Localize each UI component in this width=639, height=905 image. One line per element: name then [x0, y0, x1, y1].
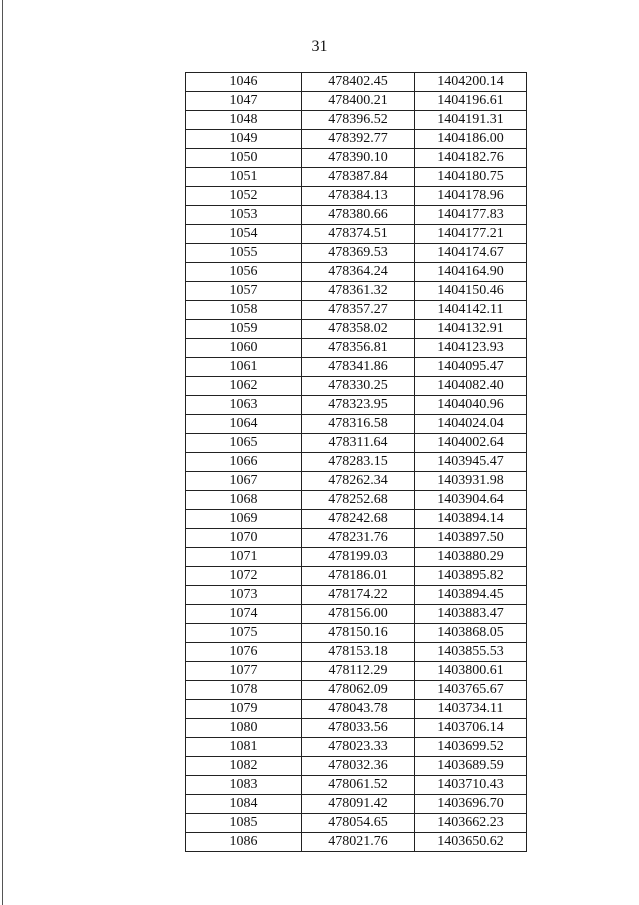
y-coordinate-cell: 1404182.76 — [415, 149, 527, 168]
table-row — [186, 548, 527, 567]
table-row — [186, 662, 527, 681]
y-coordinate-cell: 1404186.00 — [415, 130, 527, 149]
point-number-cell: 1056 — [186, 263, 302, 282]
table-row — [186, 396, 527, 415]
x-coordinate-cell: 478091.42 — [302, 795, 415, 814]
x-coordinate-cell: 478112.29 — [302, 662, 415, 681]
x-coordinate-cell: 478396.52 — [302, 111, 415, 130]
y-coordinate-cell: 1403696.70 — [415, 795, 527, 814]
y-coordinate-cell: 1403650.62 — [415, 833, 527, 852]
point-number-cell: 1048 — [186, 111, 302, 130]
x-coordinate-cell: 478021.76 — [302, 833, 415, 852]
y-coordinate-cell: 1403904.64 — [415, 491, 527, 510]
y-coordinate-cell: 1403897.50 — [415, 529, 527, 548]
x-coordinate-cell: 478043.78 — [302, 700, 415, 719]
x-coordinate-cell: 478374.51 — [302, 225, 415, 244]
point-number-cell: 1080 — [186, 719, 302, 738]
x-coordinate-cell: 478283.15 — [302, 453, 415, 472]
y-coordinate-cell: 1403895.82 — [415, 567, 527, 586]
table-row — [186, 510, 527, 529]
x-coordinate-cell: 478330.25 — [302, 377, 415, 396]
point-number-cell: 1046 — [186, 73, 302, 92]
x-coordinate-cell: 478356.81 — [302, 339, 415, 358]
y-coordinate-cell: 1403894.14 — [415, 510, 527, 529]
table-row — [186, 586, 527, 605]
table-row — [186, 453, 527, 472]
point-number-cell: 1079 — [186, 700, 302, 719]
x-coordinate-cell: 478361.32 — [302, 282, 415, 301]
y-coordinate-cell: 1404040.96 — [415, 396, 527, 415]
point-number-cell: 1064 — [186, 415, 302, 434]
table-row — [186, 491, 527, 510]
point-number-cell: 1068 — [186, 491, 302, 510]
y-coordinate-cell: 1403931.98 — [415, 472, 527, 491]
table-row — [186, 282, 527, 301]
table-row — [186, 757, 527, 776]
y-coordinate-cell: 1403883.47 — [415, 605, 527, 624]
table-row — [186, 377, 527, 396]
y-coordinate-cell: 1403945.47 — [415, 453, 527, 472]
point-number-cell: 1061 — [186, 358, 302, 377]
table-row — [186, 700, 527, 719]
y-coordinate-cell: 1403868.05 — [415, 624, 527, 643]
y-coordinate-cell: 1404200.14 — [415, 73, 527, 92]
y-coordinate-cell: 1404082.40 — [415, 377, 527, 396]
y-coordinate-cell: 1404177.83 — [415, 206, 527, 225]
y-coordinate-cell: 1404174.67 — [415, 244, 527, 263]
y-coordinate-cell: 1404142.11 — [415, 301, 527, 320]
table-row — [186, 187, 527, 206]
point-number-cell: 1054 — [186, 225, 302, 244]
y-coordinate-cell: 1404002.64 — [415, 434, 527, 453]
y-coordinate-cell: 1404191.31 — [415, 111, 527, 130]
x-coordinate-cell: 478387.84 — [302, 168, 415, 187]
point-number-cell: 1053 — [186, 206, 302, 225]
x-coordinate-cell: 478032.36 — [302, 757, 415, 776]
point-number-cell: 1081 — [186, 738, 302, 757]
x-coordinate-cell: 478153.18 — [302, 643, 415, 662]
table-row — [186, 149, 527, 168]
point-number-cell: 1070 — [186, 529, 302, 548]
table-row — [186, 111, 527, 130]
x-coordinate-cell: 478199.03 — [302, 548, 415, 567]
table-row — [186, 776, 527, 795]
x-coordinate-cell: 478186.01 — [302, 567, 415, 586]
page-edge-line — [2, 0, 3, 905]
table-row — [186, 415, 527, 434]
point-number-cell: 1078 — [186, 681, 302, 700]
table-row — [186, 244, 527, 263]
y-coordinate-cell: 1404178.96 — [415, 187, 527, 206]
point-number-cell: 1082 — [186, 757, 302, 776]
x-coordinate-cell: 478252.68 — [302, 491, 415, 510]
x-coordinate-cell: 478156.00 — [302, 605, 415, 624]
y-coordinate-cell: 1403662.23 — [415, 814, 527, 833]
page-number: 31 — [311, 38, 328, 55]
y-coordinate-cell: 1403710.43 — [415, 776, 527, 795]
point-number-cell: 1085 — [186, 814, 302, 833]
y-coordinate-cell: 1403880.29 — [415, 548, 527, 567]
point-number-cell: 1066 — [186, 453, 302, 472]
table-row — [186, 358, 527, 377]
point-number-cell: 1055 — [186, 244, 302, 263]
point-number-cell: 1076 — [186, 643, 302, 662]
table-row — [186, 472, 527, 491]
x-coordinate-cell: 478390.10 — [302, 149, 415, 168]
point-number-cell: 1086 — [186, 833, 302, 852]
point-number-cell: 1083 — [186, 776, 302, 795]
point-number-cell: 1071 — [186, 548, 302, 567]
y-coordinate-cell: 1404095.47 — [415, 358, 527, 377]
table-row — [186, 681, 527, 700]
coordinates-table-body — [186, 73, 527, 852]
point-number-cell: 1051 — [186, 168, 302, 187]
point-number-cell: 1069 — [186, 510, 302, 529]
x-coordinate-cell: 478061.52 — [302, 776, 415, 795]
table-row — [186, 206, 527, 225]
table-row — [186, 795, 527, 814]
point-number-cell: 1075 — [186, 624, 302, 643]
y-coordinate-cell: 1404196.61 — [415, 92, 527, 111]
point-number-cell: 1059 — [186, 320, 302, 339]
point-number-cell: 1063 — [186, 396, 302, 415]
y-coordinate-cell: 1403699.52 — [415, 738, 527, 757]
y-coordinate-cell: 1404150.46 — [415, 282, 527, 301]
table-row — [186, 529, 527, 548]
table-row — [186, 168, 527, 187]
table-row — [186, 225, 527, 244]
x-coordinate-cell: 478402.45 — [302, 73, 415, 92]
x-coordinate-cell: 478033.56 — [302, 719, 415, 738]
point-number-cell: 1073 — [186, 586, 302, 605]
y-coordinate-cell: 1404132.91 — [415, 320, 527, 339]
table-row — [186, 301, 527, 320]
point-number-cell: 1050 — [186, 149, 302, 168]
y-coordinate-cell: 1404177.21 — [415, 225, 527, 244]
x-coordinate-cell: 478392.77 — [302, 130, 415, 149]
table-row — [186, 605, 527, 624]
x-coordinate-cell: 478369.53 — [302, 244, 415, 263]
y-coordinate-cell: 1403734.11 — [415, 700, 527, 719]
x-coordinate-cell: 478380.66 — [302, 206, 415, 225]
x-coordinate-cell: 478062.09 — [302, 681, 415, 700]
y-coordinate-cell: 1403894.45 — [415, 586, 527, 605]
point-number-cell: 1074 — [186, 605, 302, 624]
y-coordinate-cell: 1404164.90 — [415, 263, 527, 282]
x-coordinate-cell: 478262.34 — [302, 472, 415, 491]
point-number-cell: 1062 — [186, 377, 302, 396]
point-number-cell: 1067 — [186, 472, 302, 491]
point-number-cell: 1077 — [186, 662, 302, 681]
point-number-cell: 1084 — [186, 795, 302, 814]
point-number-cell: 1065 — [186, 434, 302, 453]
y-coordinate-cell: 1403800.61 — [415, 662, 527, 681]
table-row — [186, 719, 527, 738]
x-coordinate-cell: 478174.22 — [302, 586, 415, 605]
y-coordinate-cell: 1403689.59 — [415, 757, 527, 776]
y-coordinate-cell: 1403706.14 — [415, 719, 527, 738]
x-coordinate-cell: 478400.21 — [302, 92, 415, 111]
x-coordinate-cell: 478323.95 — [302, 396, 415, 415]
table-row — [186, 434, 527, 453]
table-row — [186, 339, 527, 358]
y-coordinate-cell: 1404123.93 — [415, 339, 527, 358]
point-number-cell: 1072 — [186, 567, 302, 586]
table-row — [186, 643, 527, 662]
table-row — [186, 320, 527, 339]
x-coordinate-cell: 478364.24 — [302, 263, 415, 282]
point-number-cell: 1060 — [186, 339, 302, 358]
table-row — [186, 263, 527, 282]
table-row — [186, 738, 527, 757]
point-number-cell: 1058 — [186, 301, 302, 320]
point-number-cell: 1057 — [186, 282, 302, 301]
x-coordinate-cell: 478023.33 — [302, 738, 415, 757]
x-coordinate-cell: 478311.64 — [302, 434, 415, 453]
x-coordinate-cell: 478231.76 — [302, 529, 415, 548]
table-row — [186, 92, 527, 111]
table-row — [186, 130, 527, 149]
point-number-cell: 1047 — [186, 92, 302, 111]
y-coordinate-cell: 1403855.53 — [415, 643, 527, 662]
x-coordinate-cell: 478357.27 — [302, 301, 415, 320]
table-row — [186, 73, 527, 92]
x-coordinate-cell: 478242.68 — [302, 510, 415, 529]
x-coordinate-cell: 478150.16 — [302, 624, 415, 643]
x-coordinate-cell: 478358.02 — [302, 320, 415, 339]
x-coordinate-cell: 478316.58 — [302, 415, 415, 434]
table-row — [186, 833, 527, 852]
y-coordinate-cell: 1404024.04 — [415, 415, 527, 434]
coordinates-table — [185, 72, 527, 852]
table-row — [186, 624, 527, 643]
x-coordinate-cell: 478054.65 — [302, 814, 415, 833]
point-number-cell: 1049 — [186, 130, 302, 149]
x-coordinate-cell: 478341.86 — [302, 358, 415, 377]
table-row — [186, 814, 527, 833]
table-row — [186, 567, 527, 586]
x-coordinate-cell: 478384.13 — [302, 187, 415, 206]
y-coordinate-cell: 1404180.75 — [415, 168, 527, 187]
y-coordinate-cell: 1403765.67 — [415, 681, 527, 700]
point-number-cell: 1052 — [186, 187, 302, 206]
